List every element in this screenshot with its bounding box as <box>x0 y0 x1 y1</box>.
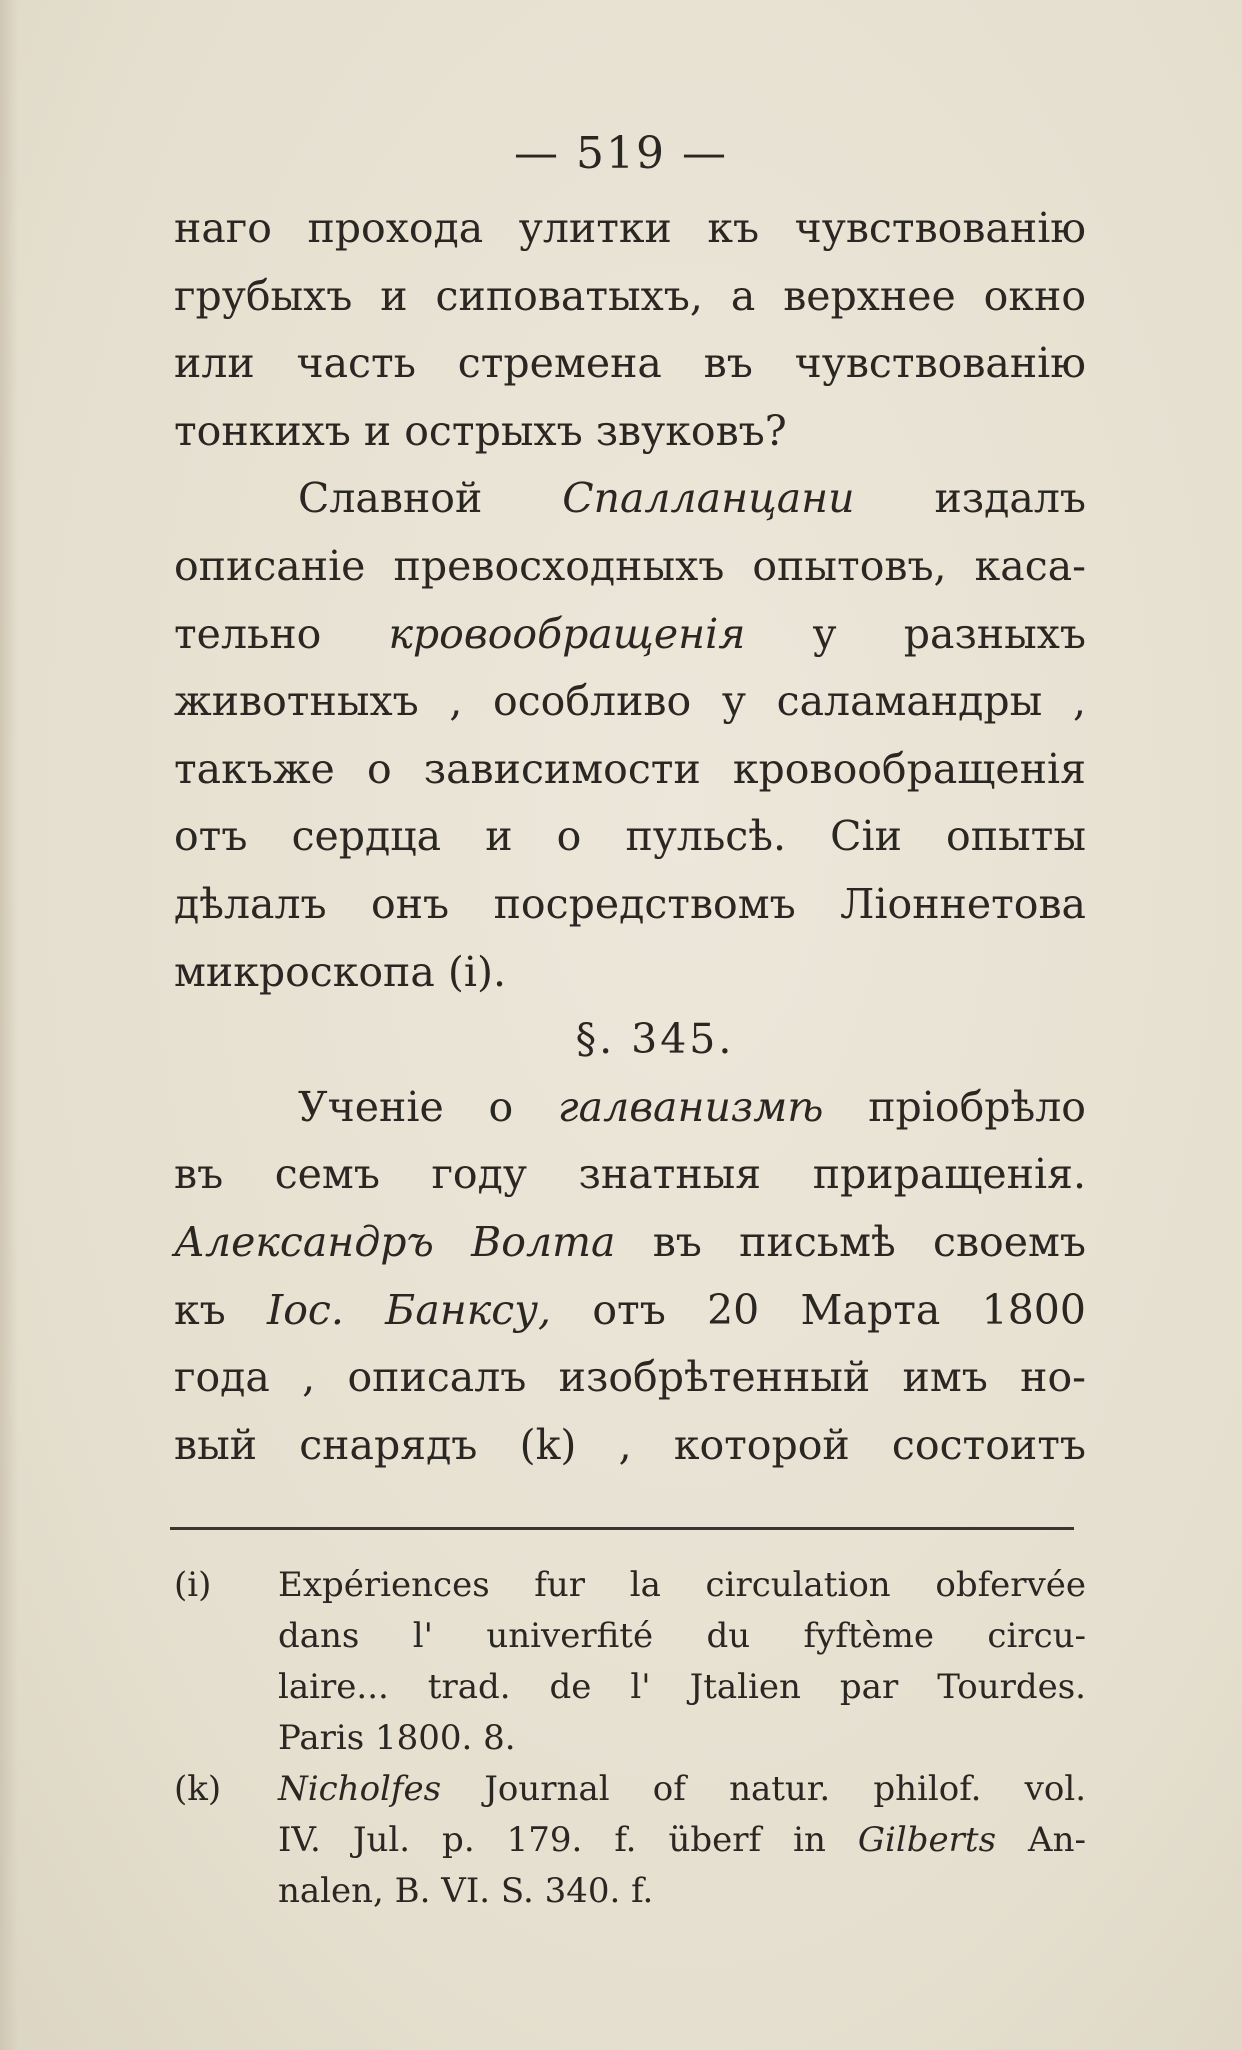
text-line: описаніе превосходныхъ опытовъ, каса- <box>174 541 1086 590</box>
text-fragment: отъ 20 Марта 1800 <box>592 1285 1086 1334</box>
footnote-marker: (i) <box>174 1565 212 1605</box>
footnote-divider <box>170 1527 1074 1530</box>
footnote-line: Expériences fur la circulation obfervée <box>278 1565 1086 1605</box>
text-line: грубыхъ и сиповатыхъ, а верхнее окно <box>174 271 1086 320</box>
text-line: микроскопа (i). <box>174 947 506 996</box>
italic-term: кровообращенія <box>388 609 746 658</box>
text-line: года , описалъ изобрѣтенный имъ но- <box>174 1353 1086 1402</box>
text-fragment: у разныхъ <box>812 609 1086 658</box>
footnote-k <box>174 1764 1086 1917</box>
text-line: тонкихъ и острыхъ звуковъ? <box>174 406 787 455</box>
text-line: наго прохода улитки къ чувствованію <box>174 204 1086 252</box>
text-line: животныхъ , особливо у саламандры , <box>174 677 1086 726</box>
italic-name: Nicholfes <box>278 1769 442 1809</box>
text-line <box>174 1277 1086 1345</box>
text-fragment: An- <box>1028 1820 1086 1860</box>
text-line: или часть стремена въ чувствованію <box>174 339 1086 388</box>
footnote-line: laire... trad. de l' Jtalien par Tourdes. <box>278 1667 1086 1707</box>
text-line: въ семъ году знатныя приращенія. <box>174 1150 1086 1199</box>
main-text <box>174 195 1086 1479</box>
text-line: отъ сердца и о пульсѣ. Сіи опыты <box>174 812 1086 861</box>
page-number: — 519 — <box>514 128 728 179</box>
text-fragment: къ <box>174 1285 226 1334</box>
italic-name: Спалланцани <box>562 474 855 523</box>
text-fragment: пріобрѣло <box>868 1082 1086 1131</box>
text-line <box>174 1074 1086 1142</box>
text-line <box>174 601 1086 669</box>
footnotes <box>174 1560 1086 1917</box>
text-fragment: Ученіе о <box>298 1082 514 1131</box>
text-fragment: въ письмѣ своемъ <box>652 1217 1086 1266</box>
italic-term: галванизмѣ <box>557 1082 824 1131</box>
footnote-line: Paris 1800. 8. <box>278 1718 516 1758</box>
text-fragment: Славной <box>298 474 483 523</box>
italic-name: Іос. Банксу, <box>267 1285 552 1334</box>
section-heading: §. 345. <box>575 1015 735 1064</box>
footnote-i <box>174 1560 1086 1764</box>
text-fragment: издалъ <box>934 474 1086 523</box>
italic-name: Gilberts <box>857 1820 997 1860</box>
footnote-line: nalen, B. VI. S. 340. f. <box>278 1871 654 1911</box>
text-fragment: Journal of natur. philof. vol. <box>484 1769 1086 1809</box>
page-gutter-shadow <box>0 0 18 2050</box>
text-line: такъже о зависимости кровообращенія <box>174 744 1086 793</box>
text-line <box>174 1209 1086 1277</box>
footnote-marker: (k) <box>174 1769 222 1809</box>
footnote-line <box>278 1764 1086 1815</box>
italic-name: Александръ Волта <box>174 1217 616 1266</box>
text-line <box>174 465 1086 533</box>
text-line: вый снарядъ (k) , которой состоитъ <box>174 1420 1086 1469</box>
footnote-line: dans l' univerfité du fyftème circu- <box>278 1616 1086 1656</box>
text-fragment: тельно <box>174 609 322 658</box>
text-fragment: IV. Jul. p. 179. f. überf in <box>278 1820 826 1860</box>
footnote-line <box>278 1815 1086 1866</box>
text-line: дѣлалъ онъ посредствомъ Ліоннетова <box>174 879 1086 928</box>
